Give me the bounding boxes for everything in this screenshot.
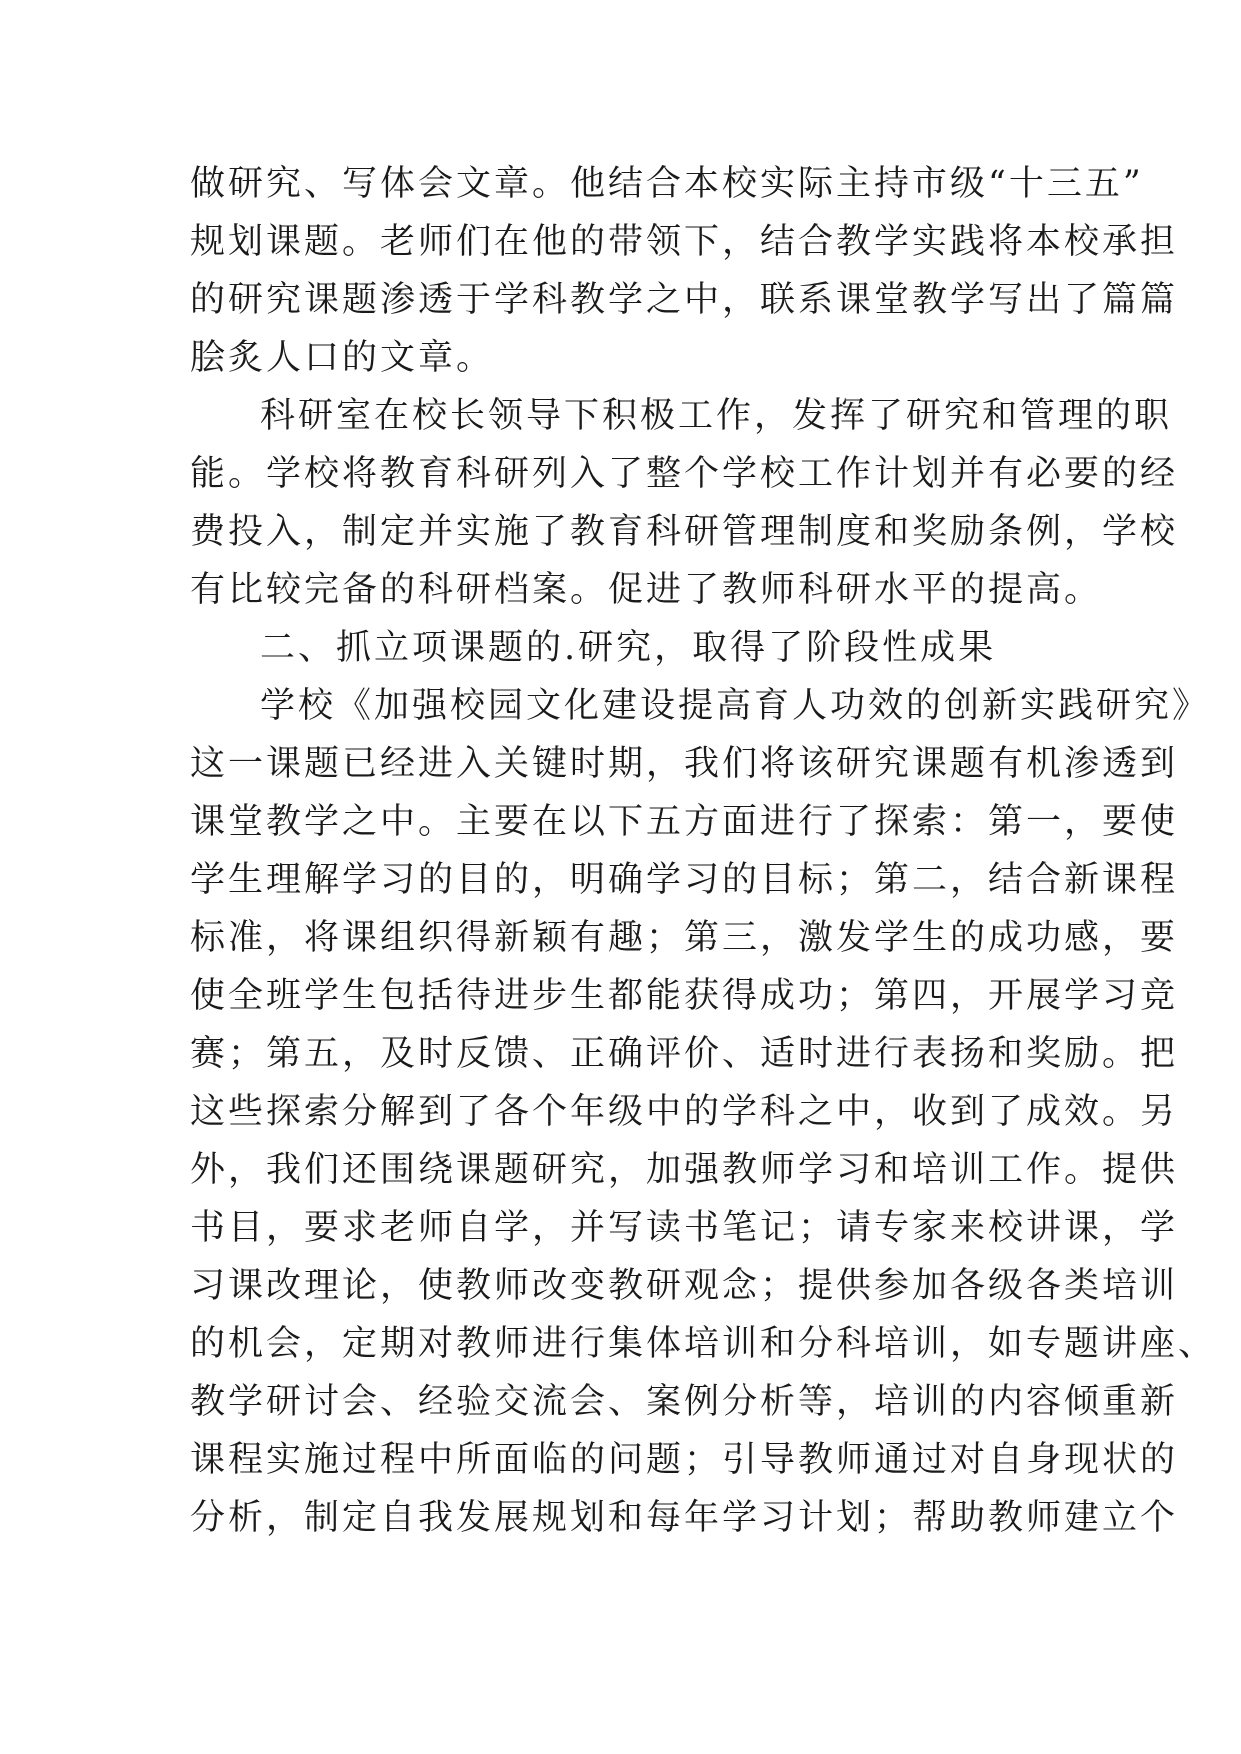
text-line: 习课改理论，使教师改变教研观念；提供参加各级各类培训 [190,1266,1179,1306]
text-line: 做研究、写体会文章。他结合本校实际主持市级“十三五” [190,164,1144,204]
text-line: 标准，将课组织得新颖有趣；第三，激发学生的成功感，要 [190,918,1179,958]
text-line: 脍炙人口的文章。 [190,338,495,378]
text-line: 规划课题。老师们在他的带领下，结合教学实践将本校承担 [190,222,1179,262]
text-line: 的研究课题渗透于学科教学之中，联系课堂教学写出了篇篇 [190,280,1179,320]
text-line: 有比较完备的科研档案。促进了教师科研水平的提高。 [190,570,1103,610]
text-line: 书目，要求老师自学，并写读书笔记；请专家来校讲课，学 [190,1208,1179,1248]
text-line: 能。学校将教育科研列入了整个学校工作计划并有必要的经 [190,454,1179,494]
text-line: 二、抓立项课题的.研究，取得了阶段性成果 [260,628,997,668]
text-line: 教学研讨会、经验交流会、案例分析等，培训的内容倾重新 [190,1382,1179,1422]
text-line: 使全班学生包括待进步生都能获得成功；第四，开展学习竞 [190,976,1179,1016]
text-line: 费投入，制定并实施了教育科研管理制度和奖励条例，学校 [190,512,1179,552]
text-line: 外，我们还围绕课题研究，加强教师学习和培训工作。提供 [190,1150,1179,1190]
text-line: 这一课题已经进入关键时期，我们将该研究课题有机渗透到 [190,744,1179,784]
text-line: 科研室在校长领导下积极工作，发挥了研究和管理的职 [260,396,1173,436]
text-line: 课堂教学之中。主要在以下五方面进行了探索：第一，要使 [190,802,1179,842]
text-line: 分析，制定自我发展规划和每年学习计划；帮助教师建立个 [190,1498,1179,1538]
text-line: 的机会，定期对教师进行集体培训和分科培训，如专题讲座、 [190,1324,1217,1364]
text-line: 这些探索分解到了各个年级中的学科之中，收到了成效。另 [190,1092,1179,1132]
document-body [190,155,1217,1547]
text-line: 学生理解学习的目的，明确学习的目标；第二，结合新课程 [190,860,1179,900]
text-line: 学校《加强校园文化建设提高育人功效的创新实践研究》 [260,686,1211,726]
text-line: 赛；第五，及时反馈、正确评价、适时进行表扬和奖励。把 [190,1034,1179,1074]
text-line: 课程实施过程中所面临的问题；引导教师通过对自身现状的 [190,1440,1179,1480]
